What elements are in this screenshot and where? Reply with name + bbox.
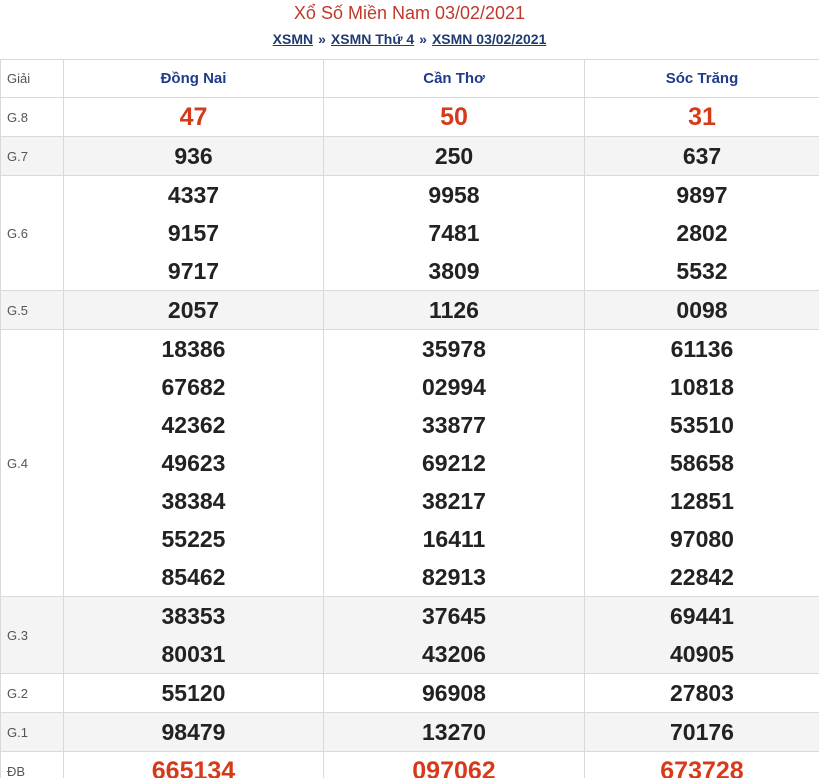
page-title: Xổ Số Miền Nam 03/02/2021 <box>293 3 526 23</box>
result-number: 9157 <box>167 220 220 246</box>
result-cell-soc-trang <box>585 752 819 778</box>
result-number: 37645 <box>422 603 486 629</box>
column-header-dong-nai[interactable]: Đồng Nai <box>64 60 324 98</box>
result-number: 02994 <box>422 374 486 400</box>
result-number: 98479 <box>161 719 226 745</box>
prize-label: G.7 <box>1 137 64 176</box>
results-body <box>1 98 819 778</box>
result-number: 2802 <box>676 220 728 246</box>
result-cell-can-tho <box>324 597 585 674</box>
result-number: 16411 <box>422 526 486 552</box>
result-number: 67682 <box>161 374 226 400</box>
result-number: 38217 <box>422 488 486 514</box>
result-number: 96908 <box>422 680 486 706</box>
table-row <box>1 137 819 176</box>
result-number: 38384 <box>161 488 226 514</box>
result-cell-soc-trang <box>585 98 819 137</box>
result-cell-dong-nai <box>64 98 324 137</box>
result-number: 673728 <box>660 757 744 778</box>
result-number: 97080 <box>670 526 734 552</box>
result-number: 9958 <box>428 182 480 208</box>
result-cell-can-tho <box>324 674 585 713</box>
result-cell-can-tho <box>324 137 585 176</box>
result-cell-dong-nai <box>64 597 324 674</box>
result-cell-soc-trang <box>585 330 819 597</box>
result-cell-can-tho <box>324 330 585 597</box>
result-number: 58658 <box>670 450 734 476</box>
result-number: 4337 <box>167 182 220 208</box>
result-number: 12851 <box>670 488 734 514</box>
table-row <box>1 674 819 713</box>
table-row <box>1 713 819 752</box>
prize-label: G.8 <box>1 98 64 137</box>
result-cell-soc-trang <box>585 176 819 291</box>
result-number: 9717 <box>167 258 220 284</box>
column-header-soc-trang[interactable]: Sóc Trăng <box>585 60 819 98</box>
table-row <box>1 291 819 330</box>
result-number: 49623 <box>161 450 226 476</box>
result-number: 0098 <box>676 297 728 323</box>
result-cell-dong-nai <box>64 137 324 176</box>
prize-label: G.5 <box>1 291 64 330</box>
breadcrumb-link-xsmn-thu4[interactable]: XSMN Thứ 4 <box>330 31 415 47</box>
result-cell-soc-trang <box>585 137 819 176</box>
result-number: 61136 <box>670 336 734 362</box>
result-number: 10818 <box>670 374 734 400</box>
result-number: 40905 <box>670 641 734 667</box>
result-number: 1126 <box>429 297 479 323</box>
result-number: 55225 <box>161 526 226 552</box>
result-number: 33877 <box>422 412 486 438</box>
result-cell-can-tho <box>324 291 585 330</box>
table-row <box>1 98 819 137</box>
result-number: 85462 <box>161 564 226 590</box>
table-row <box>1 330 819 597</box>
result-number: 22842 <box>670 564 734 590</box>
table-row <box>1 597 819 674</box>
result-cell-dong-nai <box>64 713 324 752</box>
breadcrumb-separator: » <box>318 31 326 47</box>
result-number: 5532 <box>676 258 728 284</box>
prize-label: G.1 <box>1 713 64 752</box>
result-number: 70176 <box>670 719 734 745</box>
table-row <box>1 752 819 778</box>
result-number: 13270 <box>422 719 486 745</box>
result-number: 80031 <box>161 641 226 667</box>
result-number: 53510 <box>670 412 734 438</box>
result-cell-soc-trang <box>585 674 819 713</box>
result-cell-can-tho <box>324 176 585 291</box>
prize-label: G.2 <box>1 674 64 713</box>
result-number: 35978 <box>422 336 486 362</box>
table-header-row <box>1 60 819 98</box>
result-number: 18386 <box>161 336 226 362</box>
result-number: 69441 <box>670 603 734 629</box>
result-cell-soc-trang <box>585 291 819 330</box>
results-table <box>0 59 819 778</box>
result-number: 3809 <box>428 258 480 284</box>
result-number: 637 <box>682 143 722 169</box>
prize-label: G.6 <box>1 176 64 291</box>
result-number: 55120 <box>161 680 226 706</box>
table-row <box>1 176 819 291</box>
result-number: 936 <box>174 143 213 169</box>
result-number: 47 <box>179 103 208 131</box>
breadcrumb <box>0 27 819 54</box>
column-header-prize: Giải <box>1 60 64 98</box>
result-number: 9897 <box>676 182 728 208</box>
result-cell-soc-trang <box>585 713 819 752</box>
result-number: 42362 <box>161 412 226 438</box>
result-number: 665134 <box>151 757 236 778</box>
result-cell-dong-nai <box>64 291 324 330</box>
result-number: 2057 <box>167 297 220 323</box>
result-number: 50 <box>440 103 468 131</box>
prize-label: ĐB <box>1 752 64 778</box>
result-cell-dong-nai <box>64 674 324 713</box>
result-number: 38353 <box>161 603 226 629</box>
result-number: 097062 <box>412 757 496 778</box>
result-cell-can-tho <box>324 713 585 752</box>
result-cell-dong-nai <box>64 752 324 778</box>
column-header-can-tho[interactable]: Cần Thơ <box>324 60 585 98</box>
breadcrumb-link-xsmn[interactable]: XSMN <box>272 31 314 47</box>
result-cell-can-tho <box>324 752 585 778</box>
result-number: 7481 <box>428 220 480 246</box>
result-number: 250 <box>434 143 474 169</box>
result-cell-dong-nai <box>64 176 324 291</box>
result-number: 69212 <box>422 450 486 476</box>
result-number: 27803 <box>670 680 734 706</box>
result-cell-can-tho <box>324 98 585 137</box>
result-number: 82913 <box>422 564 486 590</box>
result-cell-dong-nai <box>64 330 324 597</box>
result-number: 43206 <box>422 641 486 667</box>
prize-label: G.3 <box>1 597 64 674</box>
result-number: 31 <box>688 103 716 131</box>
result-cell-soc-trang <box>585 597 819 674</box>
breadcrumb-separator: » <box>419 31 427 47</box>
breadcrumb-link-date[interactable]: XSMN 03/02/2021 <box>431 31 547 47</box>
prize-label: G.4 <box>1 330 64 597</box>
